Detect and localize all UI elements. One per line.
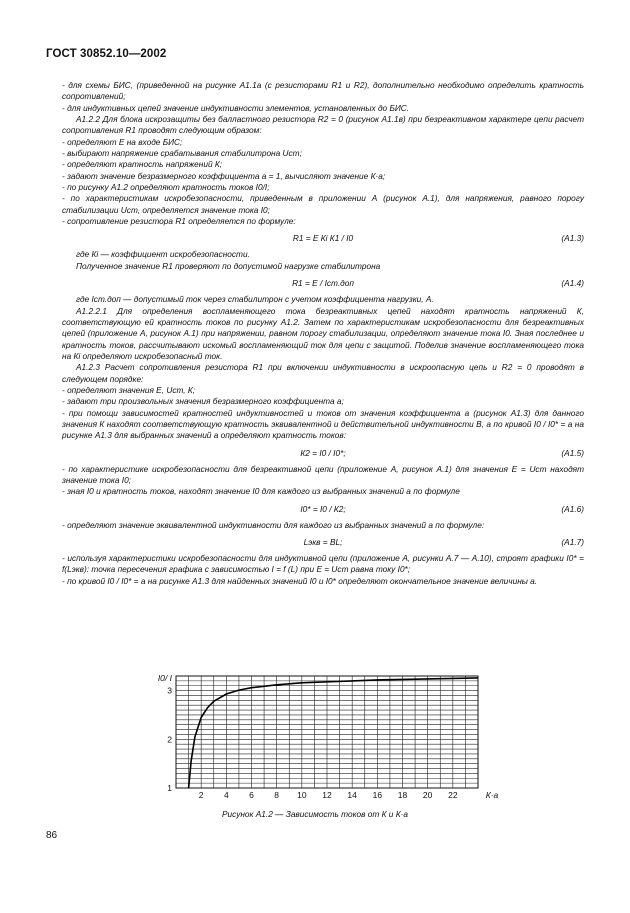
formula-expression: R1 = E / Iст.доп	[292, 278, 354, 289]
document-header: ГОСТ 30852.10—2002	[46, 48, 167, 60]
paragraph: - по кривой I0 / I0* = a на рисунке А1.3 для найденных значений I0 и I0* определяют окончательное значение величины a.	[62, 575, 538, 586]
x-tick-label: 8	[274, 790, 280, 800]
formula-a1-6	[62, 500, 584, 518]
paragraph: где Iст.доп — допустимый ток через стабилитрон с учетом коэффициента нагрузки, А.	[76, 294, 434, 305]
y-tick-label: 1	[167, 783, 172, 793]
y-tick-label: 3	[167, 685, 172, 696]
paragraph: - по рисунку А1.2 определяют кратность токов I0/I;	[62, 182, 270, 193]
x-tick-label: 20	[422, 790, 433, 800]
x-tick-label: 4	[223, 790, 229, 800]
formula-expression: I0* = I0 / К2;	[300, 503, 346, 514]
document-body	[62, 80, 584, 587]
x-tick-label: 6	[249, 790, 254, 800]
paragraph-group-6	[62, 553, 584, 587]
paragraph: - задают три произвольных значения безразмерного коэффициента a;	[62, 396, 344, 407]
paragraph: - зная I0 и кратность токов, находят значение I0 для каждого из выбранных значений a по формуле	[62, 486, 460, 497]
paragraph-group-5	[62, 520, 584, 531]
page-number: 86	[46, 830, 58, 841]
x-tick-label: 14	[347, 790, 357, 800]
chart-svg	[146, 668, 506, 808]
paragraph-group-1	[62, 80, 584, 227]
series-line	[189, 678, 478, 788]
paragraph: Полученное значение R1 проверяют по допустимой нагрузке стабилитрона	[76, 260, 381, 271]
paragraph: - используя характеристики искробезопасности для индуктивной цепи (приложение А, рисунки А.7 — А.10), строят графики I0* = f(Lэкв): точка пересечения графика с зависимостью I = f (L) при Е = Uст равна току I0*;	[62, 553, 584, 575]
figure-a1-2-chart	[146, 668, 506, 808]
y-axis-label: I0/ I	[157, 673, 172, 683]
x-tick-label: 10	[297, 790, 307, 800]
paragraph: - по характеристике искробезопасности для безреактивной цепи (приложение А, рисунок А.1) для значения Е = Uст находят значение тока I0;	[62, 463, 584, 485]
paragraph: - задают значение безразмерного коэффициента a = 1, вычисляют значение К·a;	[62, 170, 386, 181]
paragraph: - при помощи зависимостей кратностей индуктивностей и токов от значения коэффициента a (рисунок А1.3) для данного значения К находят соответствующую кратность эквивалентной и действительной индуктивности В, а по кривой I0 / I0* = a на рисунке А1.3 для выбранных значений a определяют кратность токов:	[62, 407, 584, 441]
paragraph-group-4	[62, 464, 584, 498]
formula-a1-4	[62, 274, 584, 292]
formula-number: (А1.3)	[561, 233, 584, 244]
paragraph: - по характеристикам искробезопасности, приведенным в приложении А (рисунок А.1), для напряжения, равного порогу стабилизации Uст, определяется значение тока I0;	[62, 193, 584, 215]
x-tick-label: 22	[448, 790, 458, 800]
formula-expression: Lэкв = BL;	[303, 537, 343, 547]
paragraph: - для схемы БИС, (приведенной на рисунке А1.1а (с резисторами R1 и R2), дополнительно необходимо определить кратность сопротивлений;	[62, 80, 584, 102]
x-tick-label: 12	[322, 790, 332, 800]
formula-number: (А1.6)	[561, 503, 584, 514]
paragraph-group-2	[62, 249, 584, 272]
paragraph: А1.2.2.1 Для определения воспламеняющего тока безреактивных цепей находят кратность напряжений К, соответствующую ей кратность токов по рисунку А1.2. Затем по характеристикам искробезопасности для безреактивных цепей (приложение А, рисунок А.1) при напряжении, равном порогу стабилизации, определяют значение тока I0. Зная последнее и кратность токов, рассчитывают искомый воспламеняющий ток для цепи с защитой. Поделив значение воспламеняющего тока на Кi определяют искробезопасный ток.	[62, 305, 584, 361]
formula-a1-5	[62, 444, 584, 462]
paragraph: - определяют значение эквивалентной индуктивности для каждого из выбранных значений a по формуле:	[62, 519, 485, 530]
paragraph: - определяют кратность напряжений К;	[62, 159, 223, 170]
formula-number: (А1.4)	[561, 278, 584, 289]
formula-expression: К2 = I0 / I0*;	[300, 447, 346, 458]
formula-a1-3	[62, 229, 584, 247]
y-tick-label: 2	[167, 734, 172, 745]
formula-expression: R1 = Е Кi К1 / I0	[292, 233, 354, 244]
paragraph: - сопротивление резистора R1 определяется по формуле:	[62, 216, 296, 227]
x-tick-label: 16	[372, 790, 383, 800]
paragraph: А1.2.2 Для блока искрозащиты без балластного резистора R2 = 0 (рисунок А1.1в) при безреактивном характере цепи расчет сопротивления R1 проводят следующим образом:	[62, 114, 584, 136]
paragraph: - для индуктивных цепей значение индуктивности элементов, установленных до БИС.	[62, 102, 410, 113]
paragraph: - выбирают напряжение срабатывания стабилитрона Uст;	[62, 148, 302, 159]
paragraph-group-3	[62, 294, 584, 441]
x-tick-label: 2	[198, 790, 204, 800]
formula-number: (А1.7)	[561, 537, 584, 547]
x-tick-label: 18	[397, 790, 408, 800]
figure-caption: Рисунок А1.2 — Зависимость токов от К и К·a	[222, 809, 408, 819]
formula-number: (А1.5)	[561, 447, 584, 458]
x-axis-label: К·a	[485, 790, 499, 800]
formula-a1-7	[62, 533, 584, 551]
paragraph: - определяют Е на входе БИС;	[62, 136, 183, 147]
paragraph: где Кi — коэффициент искробезопасности.	[76, 249, 250, 260]
paragraph: - определяют значения Е, Uст, К;	[62, 384, 196, 395]
paragraph: А1.2.3 Расчет сопротивления резистора R1 при включении индуктивности в искроопасную цепь и R2 = 0 проводят в следующем порядке:	[62, 362, 584, 384]
